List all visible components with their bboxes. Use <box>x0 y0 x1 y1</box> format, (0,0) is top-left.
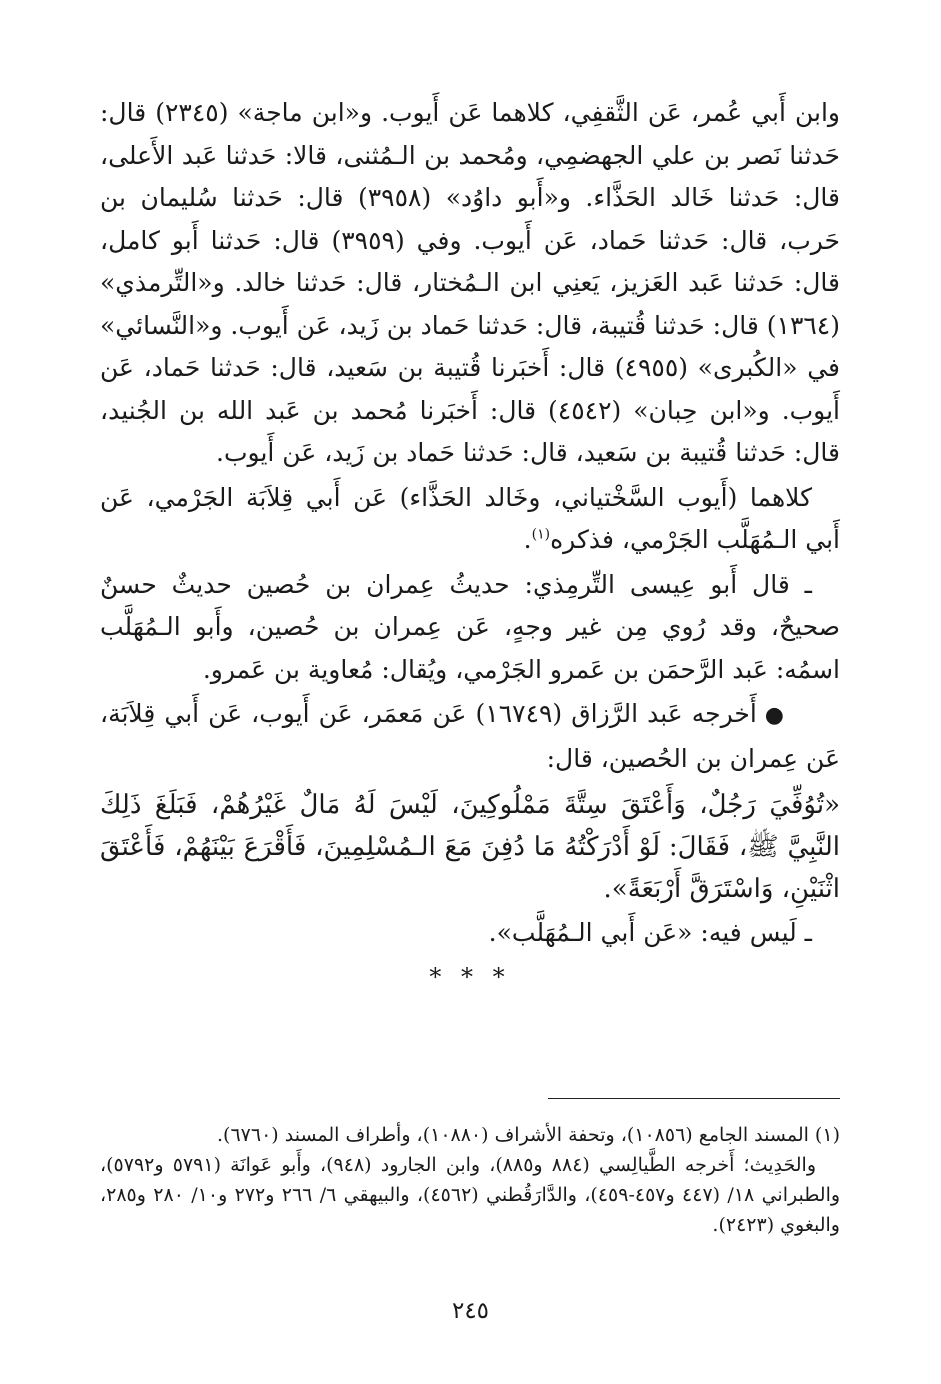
paragraph-tirmidhi-comment: ـ قال أَبو عِيسى التِّرمِذي: حديثُ عِمران بن حُصين حديثٌ حسنٌ صحيحٌ، وقد رُوي مِن غير وجهٍ، عَن عِمران بن حُصين، وأَبو الـمُهَلَّب اسمُه: عَبد الرَّحمَن بن عَمرو الجَرْمي، ويُقال: مُعاوية بن عَمرو. <box>100 569 840 684</box>
main-text <box>100 92 840 997</box>
note-missing-narrator: ـ لَيس فيه: «عَن أَبي الـمُهَلَّب». <box>488 918 812 947</box>
footnote-reference[interactable]: (١) <box>531 526 551 543</box>
section-separator: * * * <box>429 962 511 991</box>
page-number: ٢٤٥ <box>451 1298 490 1324</box>
footnote-1-takhrij: والحَدِيث؛ أَخرجه الطَّيالِسي (٨٨٤ و٨٨٥)، وابن الجارود (٩٤٨)، وأَبو عَوانَة (٥٧٩١ و٥٧٩٢)، والطبراني ١٨/ (٤٤٧ و٤٥٧-٤٥٩)، والدَّارَقُطني (٤٥٦٢)، والبيهقي ٦/ ٢٦٦ و٢٧٢ و١٠/ ٢٨٠ و٢٨٥، والبغوي (٢٤٢٣). <box>100 1154 841 1236</box>
paragraph-chain-of-narration: وابن أَبي عُمر، عَن الثَّقفِي، كلاهما عَن أَيوب. و«ابن ماجة» (٢٣٤٥) قال: حَدثنا نَصر بن علي الجهضمِي، ومُحمد بن الـمُثنى، قالا: حَدثنا عَبد الأَعلى، قال: حَدثنا خَالد الحَذَّاء. و«أَبو داوُد» (٣٩٥٨) قال: حَدثنا سُليمان بن حَرب، قال: حَدثنا حَماد، عَن أَيوب. وفي (٣٩٥٩) قال: حَدثنا أَبو كامل، قال: حَدثنا عَبد العَزيز، يَعنِي ابن الـمُختار، قال: حَدثنا خالد. و«التِّرمذي» (١٣٦٤) قال: حَدثنا قُتيبة، قال: حَدثنا حَماد بن زَيد، عَن أَيوب. و«النَّسائي» في «الكُبرى» (٤٩٥٥) قال: أَخبَرنا قُتيبة بن سَعيد، قال: حَدثنا حَماد، عَن أَيوب. و«ابن حِبان» (٤٥٤٢) قال: أَخبَرنا مُحمد بن عَبد الله بن الجُنيد، قال: حَدثنا قُتيبة بن سَعيد، قال: حَدثنا حَماد بن زَيد، عَن أَيوب. <box>99 98 841 467</box>
paragraph-end-mark: . <box>523 525 532 554</box>
footnote-1-references: (١) المسند الجامع (١٠٨٥٦)، وتحفة الأشراف (١٠٨٨٠)، وأطراف المسند (٦٧٦٠). <box>217 1124 840 1146</box>
bullet-icon: ● <box>764 703 784 728</box>
hadith-text: «تُوُفِّيَ رَجُلٌ، وَأَعْتَقَ سِتَّةَ مَمْلُوكِينَ، لَيْسَ لَهُ مَالٌ غَيْرُهُمْ، فَبَلَغَ ذَلِكَ النَّبِيَّ ﷺ، فَقَالَ: لَوْ أَدْرَكْتُهُ مَا دُفِنَ مَعَ الـمُسْلِمِينَ، فَأَقْرَعَ بَيْنَهُمْ، فَأَعْتَقَ اثْنَيْنِ، وَاسْتَرَقَّ أَرْبَعَةً». <box>100 790 840 904</box>
footnote-divider <box>548 1098 840 1099</box>
paragraph-abdul-razzaq <box>100 693 840 780</box>
footnotes <box>100 1120 840 1240</box>
paragraph-both-narrators <box>100 477 840 562</box>
paragraph-abdul-razzaq-text: أَخرجه عَبد الرَّزاق (١٦٧٤٩) عَن مَعمَر، عَن أَيوب، عَن أَبي قِلاَبَة، عَن عِمران بن الحُصين، قال: <box>100 699 840 773</box>
paragraph-both-narrators-text: كلاهما (أَيوب السَّخْتياني، وخَالد الحَذَّاء) عَن أَبي قِلاَبَة الجَرْمي، عَن أَبي الـمُهَلَّب الجَرْمي، فذكره <box>100 482 840 554</box>
